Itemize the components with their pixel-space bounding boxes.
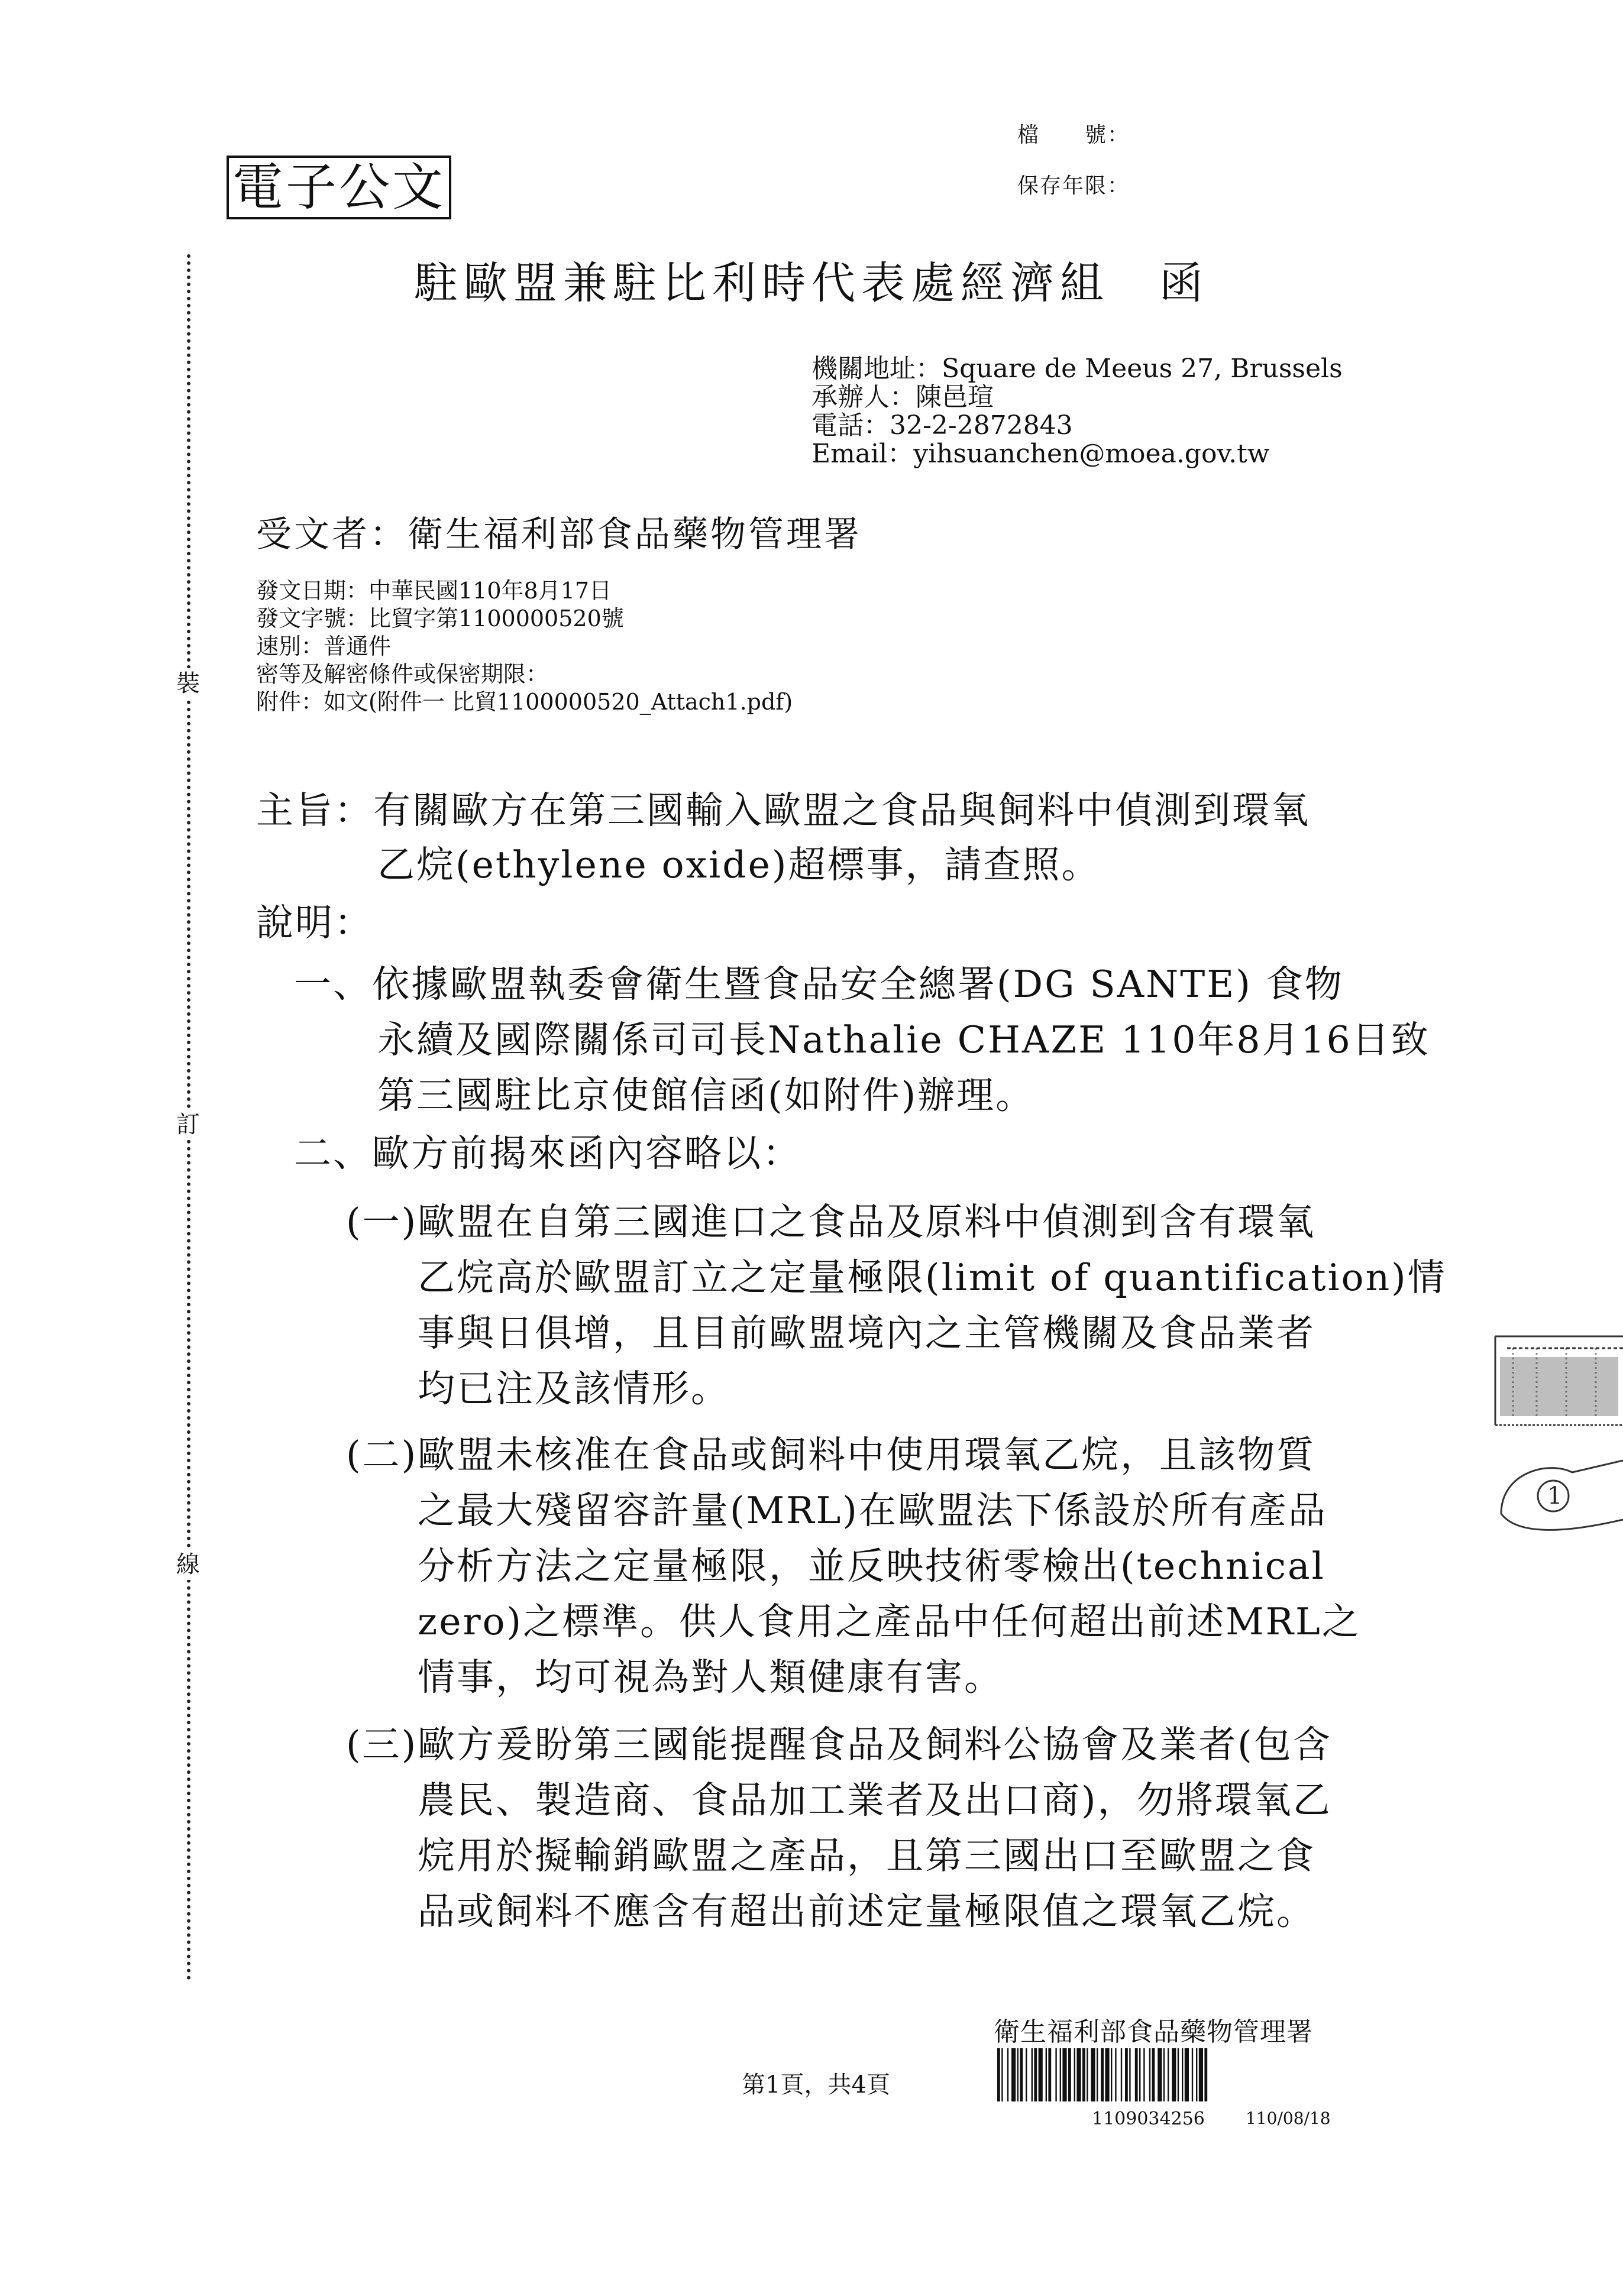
electronic-document-stamp: 電子公文 <box>227 156 451 219</box>
document-number: 發文字號：比貿字第1100000520號 <box>256 605 624 632</box>
receipt-seal-stamp <box>1483 1325 1623 1537</box>
barcode-number: 1109034256 <box>1092 2109 1205 2129</box>
sender-address: 機關地址：Square de Meeus 27, Brussels <box>812 354 1343 384</box>
item2-sub1-line-3: 事與日俱增，且目前歐盟境內之主管機關及食品業者 <box>418 1311 1315 1355</box>
speed-class: 速別：普通件 <box>256 633 392 659</box>
svg-text:1: 1 <box>1547 1482 1563 1510</box>
item2-sub2-line-5: 情事，均可視為對人類健康有害。 <box>418 1656 1003 1699</box>
recipient: 受文者：衛生福利部食品藥物管理署 <box>256 514 862 555</box>
item2-sub3-line-4: 品或飼料不應含有超出前述定量極限值之環氧乙烷。 <box>418 1890 1315 1933</box>
sender-handler: 承辦人：陳邑瑄 <box>812 382 994 412</box>
item1-line-3: 第三國駐比京使館信函(如附件)辦理。 <box>377 1074 1035 1117</box>
item2-sub1-line-1: (一)歐盟在自第三國進口之食品及原料中偵測到含有環氧 <box>346 1200 1316 1243</box>
document-title: 駐歐盟兼駐比利時代表處經濟組 函 <box>414 258 1209 309</box>
retention-period-label: 保存年限： <box>1017 174 1130 198</box>
binding-char-ding: 訂 <box>173 1109 203 1140</box>
secrecy-level: 密等及解密條件或保密期限： <box>256 661 549 687</box>
subject-line-2: 乙烷(ethylene oxide)超標事，請查照。 <box>377 843 1101 886</box>
item2-sub2-line-1: (二)歐盟未核准在食品或飼料中使用環氧乙烷，且該物質 <box>346 1433 1316 1476</box>
binding-char-xian: 線 <box>173 1549 203 1580</box>
sender-email: Email：yihsuanchen@moea.gov.tw <box>812 439 1270 469</box>
item2-sub3-line-3: 烷用於擬輸銷歐盟之產品，且第三國出口至歐盟之食 <box>418 1834 1315 1877</box>
item2-sub2-line-2: 之最大殘留容許量(MRL)在歐盟法下係設於所有產品 <box>418 1489 1327 1532</box>
item2-heading: 二、歐方前揭來函內容略以： <box>294 1132 801 1175</box>
barcode <box>997 2048 1343 2101</box>
item2-sub1-line-4: 均已注及該情形。 <box>418 1367 730 1410</box>
item2-sub2-line-4: zero)之標準。供人食用之產品中任何超出前述MRL之 <box>418 1600 1361 1643</box>
item1-line-1: 一、依據歐盟執委會衛生暨食品安全總署(DG SANTE) 食物 <box>294 963 1344 1006</box>
sender-info <box>812 355 1343 468</box>
attachment: 附件：如文(附件一 比貿1100000520_Attach1.pdf) <box>256 689 793 715</box>
item1-line-2: 永續及國際關係司司長Nathalie CHAZE 110年8月16日致 <box>377 1018 1430 1061</box>
subject-line-1: 主旨：有關歐方在第三國輸入歐盟之食品與飼料中偵測到環氧 <box>256 789 1310 832</box>
document-meta <box>256 577 793 716</box>
barcode-date: 110/08/18 <box>1246 2109 1331 2128</box>
issue-date: 發文日期：中華民國110年8月17日 <box>256 578 612 604</box>
sender-phone: 電話：32-2-2872843 <box>812 410 1073 441</box>
binding-char-zhuang: 裝 <box>173 668 203 699</box>
item2-sub3-line-1: (三)歐方爰盼第三國能提醒食品及飼料公協會及業者(包含 <box>346 1723 1332 1766</box>
explanation-label: 說明： <box>256 901 373 944</box>
item2-sub1-line-2: 乙烷高於歐盟訂立之定量極限(limit of quantification)情 <box>418 1256 1447 1299</box>
page-number: 第1頁，共4頁 <box>742 2071 890 2099</box>
item2-sub2-line-3: 分析方法之定量極限，並反映技術零檢出(technical <box>418 1544 1325 1588</box>
item2-sub3-line-2: 農民、製造商、食品加工業者及出口商)，勿將環氧乙 <box>418 1779 1332 1822</box>
file-number-label: 檔 號： <box>1017 123 1130 147</box>
receiving-organization: 衛生福利部食品藥物管理署 <box>994 2017 1313 2047</box>
